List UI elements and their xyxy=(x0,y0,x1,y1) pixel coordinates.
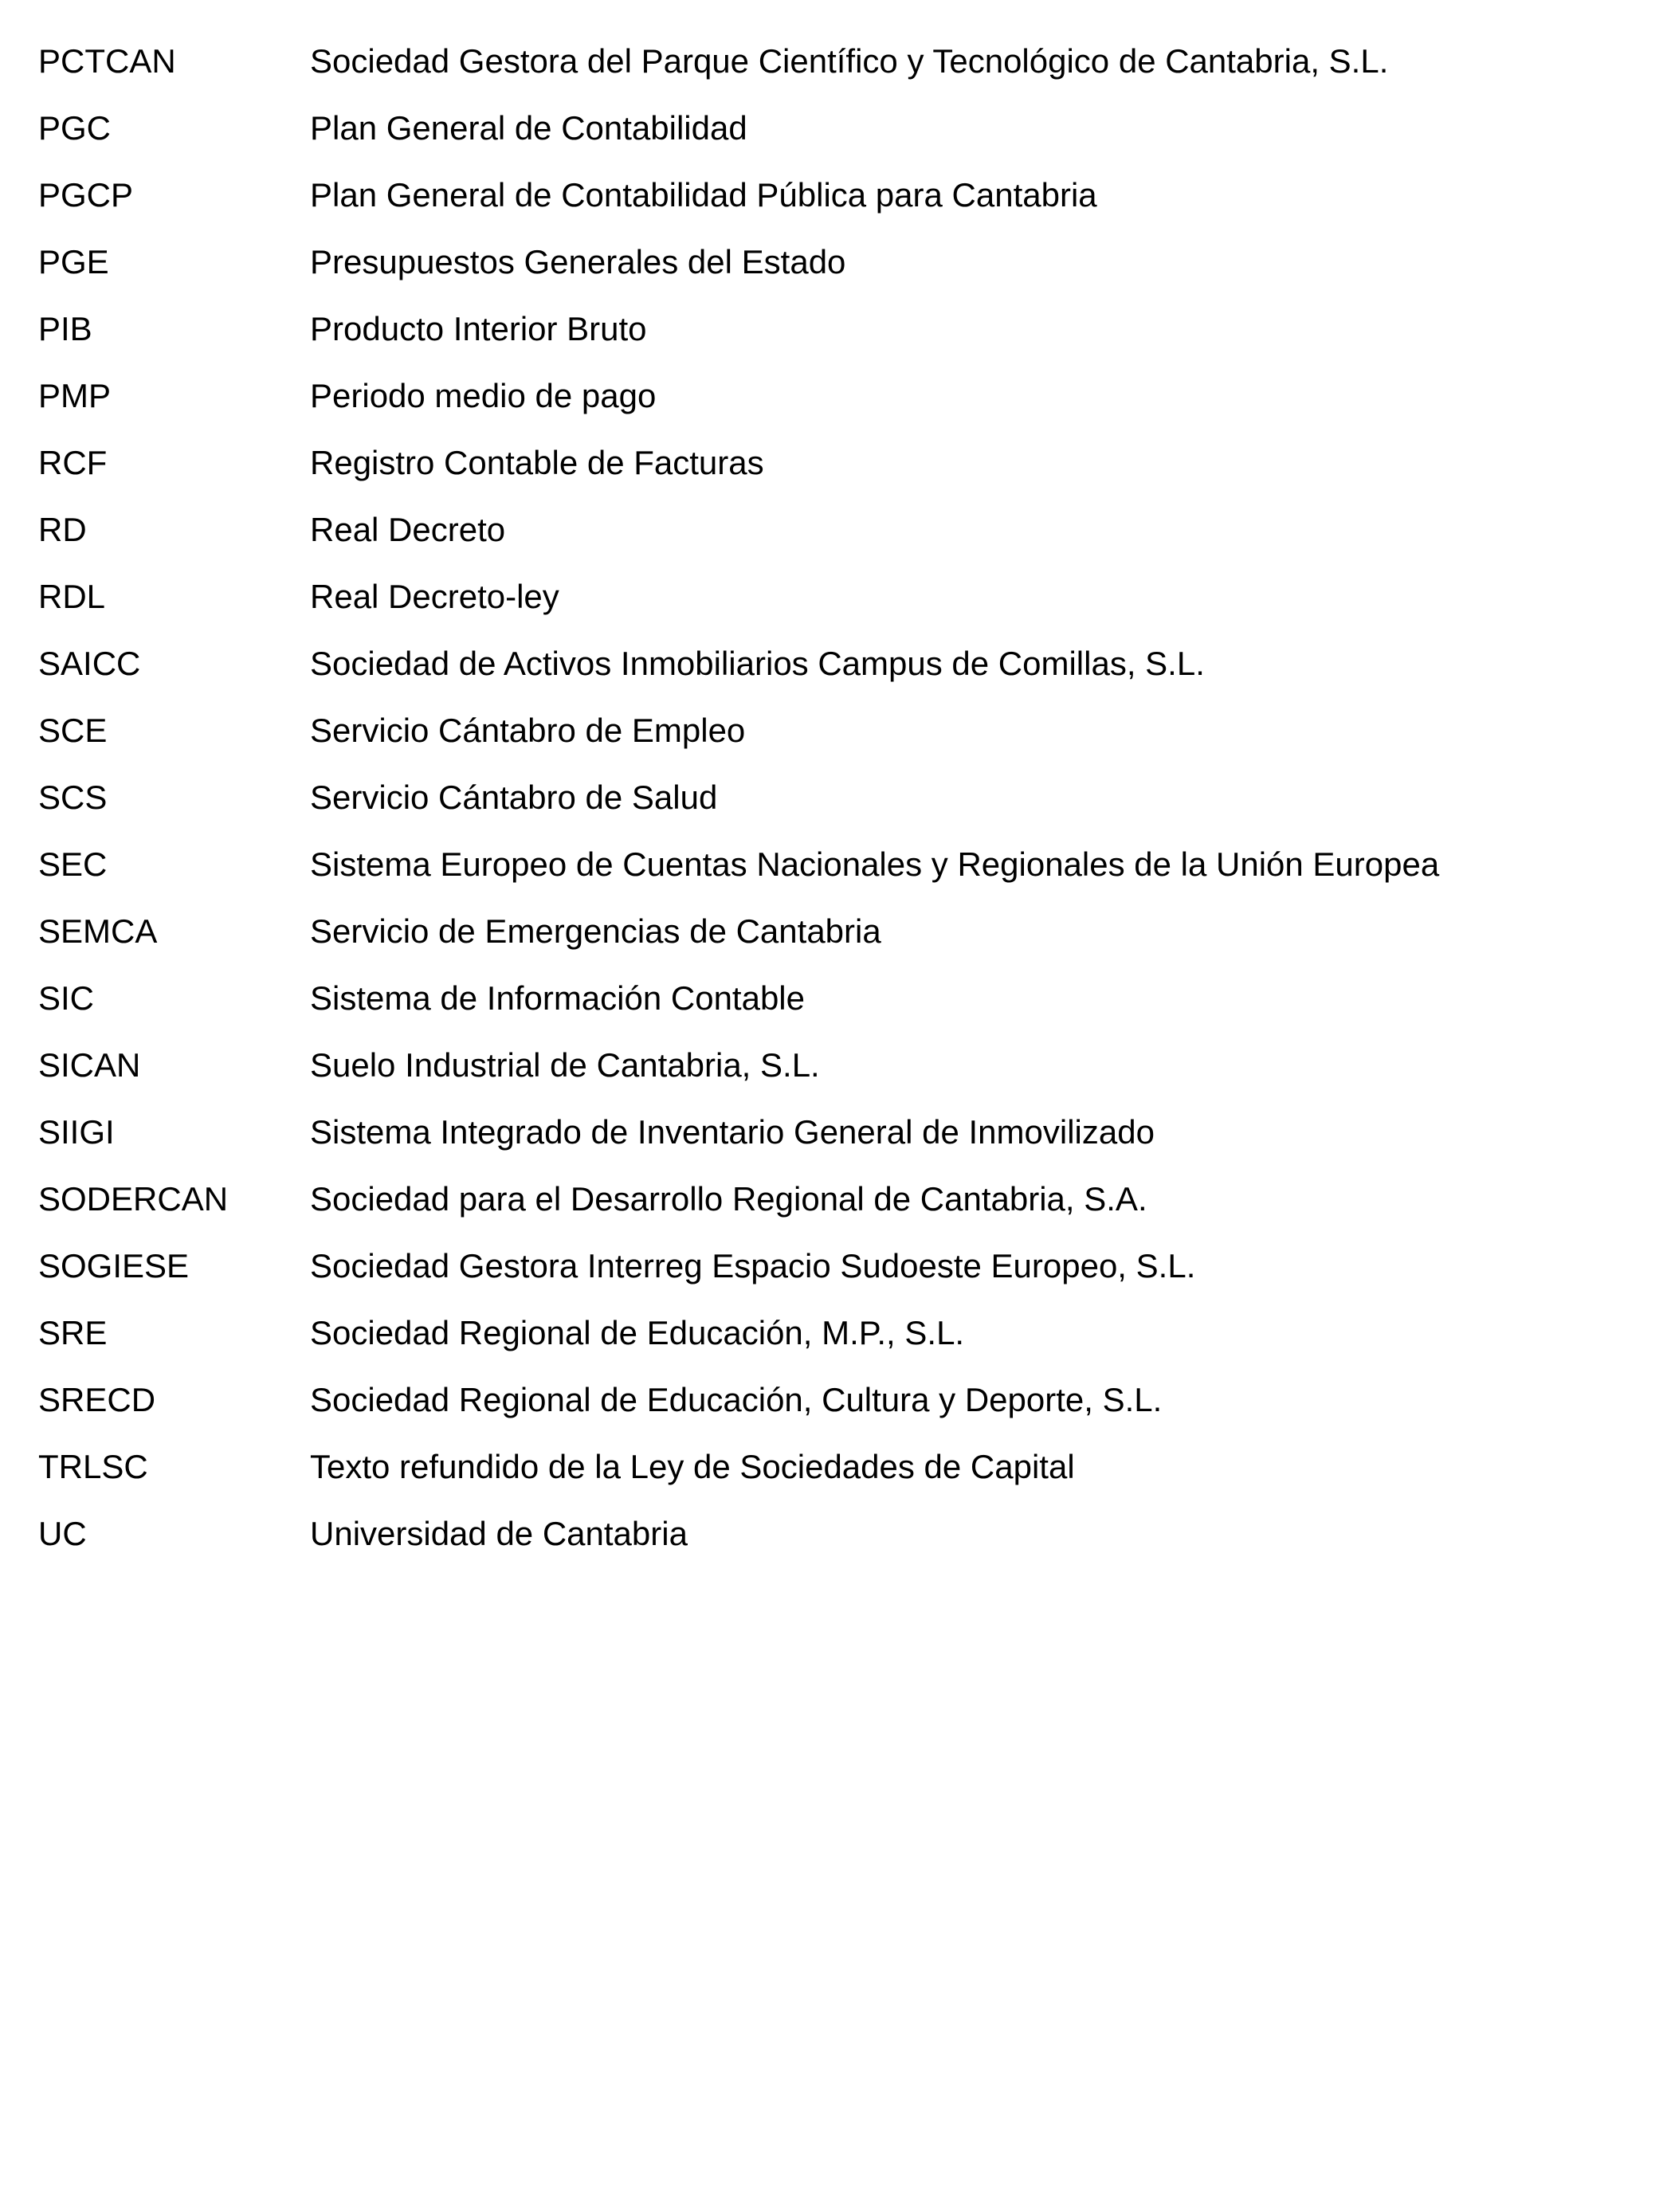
list-item xyxy=(38,437,1632,504)
list-item xyxy=(38,1508,1632,1575)
abbreviation-description: Plan General de Contabilidad xyxy=(310,109,747,147)
list-item xyxy=(38,973,1632,1040)
abbreviation-code: TRLSC xyxy=(38,1448,148,1485)
abbreviation-code: PIB xyxy=(38,310,92,347)
list-item xyxy=(38,839,1632,906)
abbreviation-code: SICAN xyxy=(38,1046,141,1084)
abbreviation-code: SEMCA xyxy=(38,912,158,950)
abbreviation-description: Registro Contable de Facturas xyxy=(310,444,764,481)
list-item xyxy=(38,1308,1632,1375)
abbreviation-description: Texto refundido de la Ley de Sociedades de Capital xyxy=(310,1448,1075,1485)
abbreviation-code: SIC xyxy=(38,979,95,1017)
abbreviation-code: SCE xyxy=(38,712,108,749)
abbreviation-description: Servicio de Emergencias de Cantabria xyxy=(310,912,881,950)
list-item xyxy=(38,1441,1632,1508)
abbreviation-code: PCTCAN xyxy=(38,42,176,80)
abbreviation-description: Periodo medio de pago xyxy=(310,377,657,414)
abbreviation-description: Sociedad para el Desarrollo Regional de Cantabria, S.A. xyxy=(310,1180,1147,1218)
abbreviation-description: Sistema Integrado de Inventario General de Inmovilizado xyxy=(310,1113,1155,1151)
list-item xyxy=(38,906,1632,973)
list-item xyxy=(38,36,1632,103)
abbreviation-description: Sociedad Gestora Interreg Espacio Sudoeste Europeo, S.L. xyxy=(310,1247,1196,1284)
abbreviations-list xyxy=(38,36,1632,1575)
abbreviation-code: UC xyxy=(38,1515,87,1552)
list-item xyxy=(38,371,1632,437)
list-item xyxy=(38,103,1632,170)
abbreviation-code: SEC xyxy=(38,845,108,883)
abbreviation-code: SOGIESE xyxy=(38,1247,190,1284)
abbreviation-description: Sociedad Regional de Educación, M.P., S.L. xyxy=(310,1314,965,1351)
abbreviation-description: Sistema de Información Contable xyxy=(310,979,805,1017)
abbreviation-description: Sociedad Gestora del Parque Científico y Tecnológico de Cantabria, S.L. xyxy=(310,42,1389,80)
list-item xyxy=(38,170,1632,237)
abbreviation-description: Suelo Industrial de Cantabria, S.L. xyxy=(310,1046,820,1084)
abbreviation-description: Presupuestos Generales del Estado xyxy=(310,243,846,280)
abbreviation-code: PGC xyxy=(38,109,112,147)
list-item xyxy=(38,1107,1632,1174)
abbreviation-description: Universidad de Cantabria xyxy=(310,1515,688,1552)
abbreviation-description: Sociedad Regional de Educación, Cultura y Deporte, S.L. xyxy=(310,1381,1163,1418)
abbreviation-code: SAICC xyxy=(38,645,141,682)
abbreviation-code: SCS xyxy=(38,779,108,816)
abbreviation-code: PGE xyxy=(38,243,109,280)
abbreviation-code: RDL xyxy=(38,578,106,615)
list-item xyxy=(38,638,1632,705)
abbreviation-code: PMP xyxy=(38,377,112,414)
abbreviation-description: Real Decreto-ley xyxy=(310,578,559,615)
list-item xyxy=(38,772,1632,839)
list-item xyxy=(38,1174,1632,1241)
abbreviation-code: RD xyxy=(38,511,87,548)
abbreviation-description: Sistema Europeo de Cuentas Nacionales y Regionales de la Unión Europea xyxy=(310,845,1440,883)
abbreviation-code: RCF xyxy=(38,444,108,481)
list-item xyxy=(38,571,1632,638)
abbreviation-description: Plan General de Contabilidad Pública para Cantabria xyxy=(310,176,1097,214)
abbreviation-code: PGCP xyxy=(38,176,134,214)
list-item xyxy=(38,1040,1632,1107)
abbreviation-description: Servicio Cántabro de Salud xyxy=(310,779,718,816)
abbreviation-description: Producto Interior Bruto xyxy=(310,310,647,347)
list-item xyxy=(38,304,1632,371)
abbreviation-code: SIIGI xyxy=(38,1113,115,1151)
abbreviation-description: Servicio Cántabro de Empleo xyxy=(310,712,746,749)
list-item xyxy=(38,705,1632,772)
abbreviation-code: SRECD xyxy=(38,1381,156,1418)
abbreviation-description: Sociedad de Activos Inmobiliarios Campus de Comillas, S.L. xyxy=(310,645,1205,682)
abbreviation-code: SODERCAN xyxy=(38,1180,229,1218)
list-item xyxy=(38,237,1632,304)
abbreviation-description: Real Decreto xyxy=(310,511,506,548)
list-item xyxy=(38,504,1632,571)
list-item xyxy=(38,1241,1632,1308)
list-item xyxy=(38,1375,1632,1441)
abbreviation-code: SRE xyxy=(38,1314,108,1351)
